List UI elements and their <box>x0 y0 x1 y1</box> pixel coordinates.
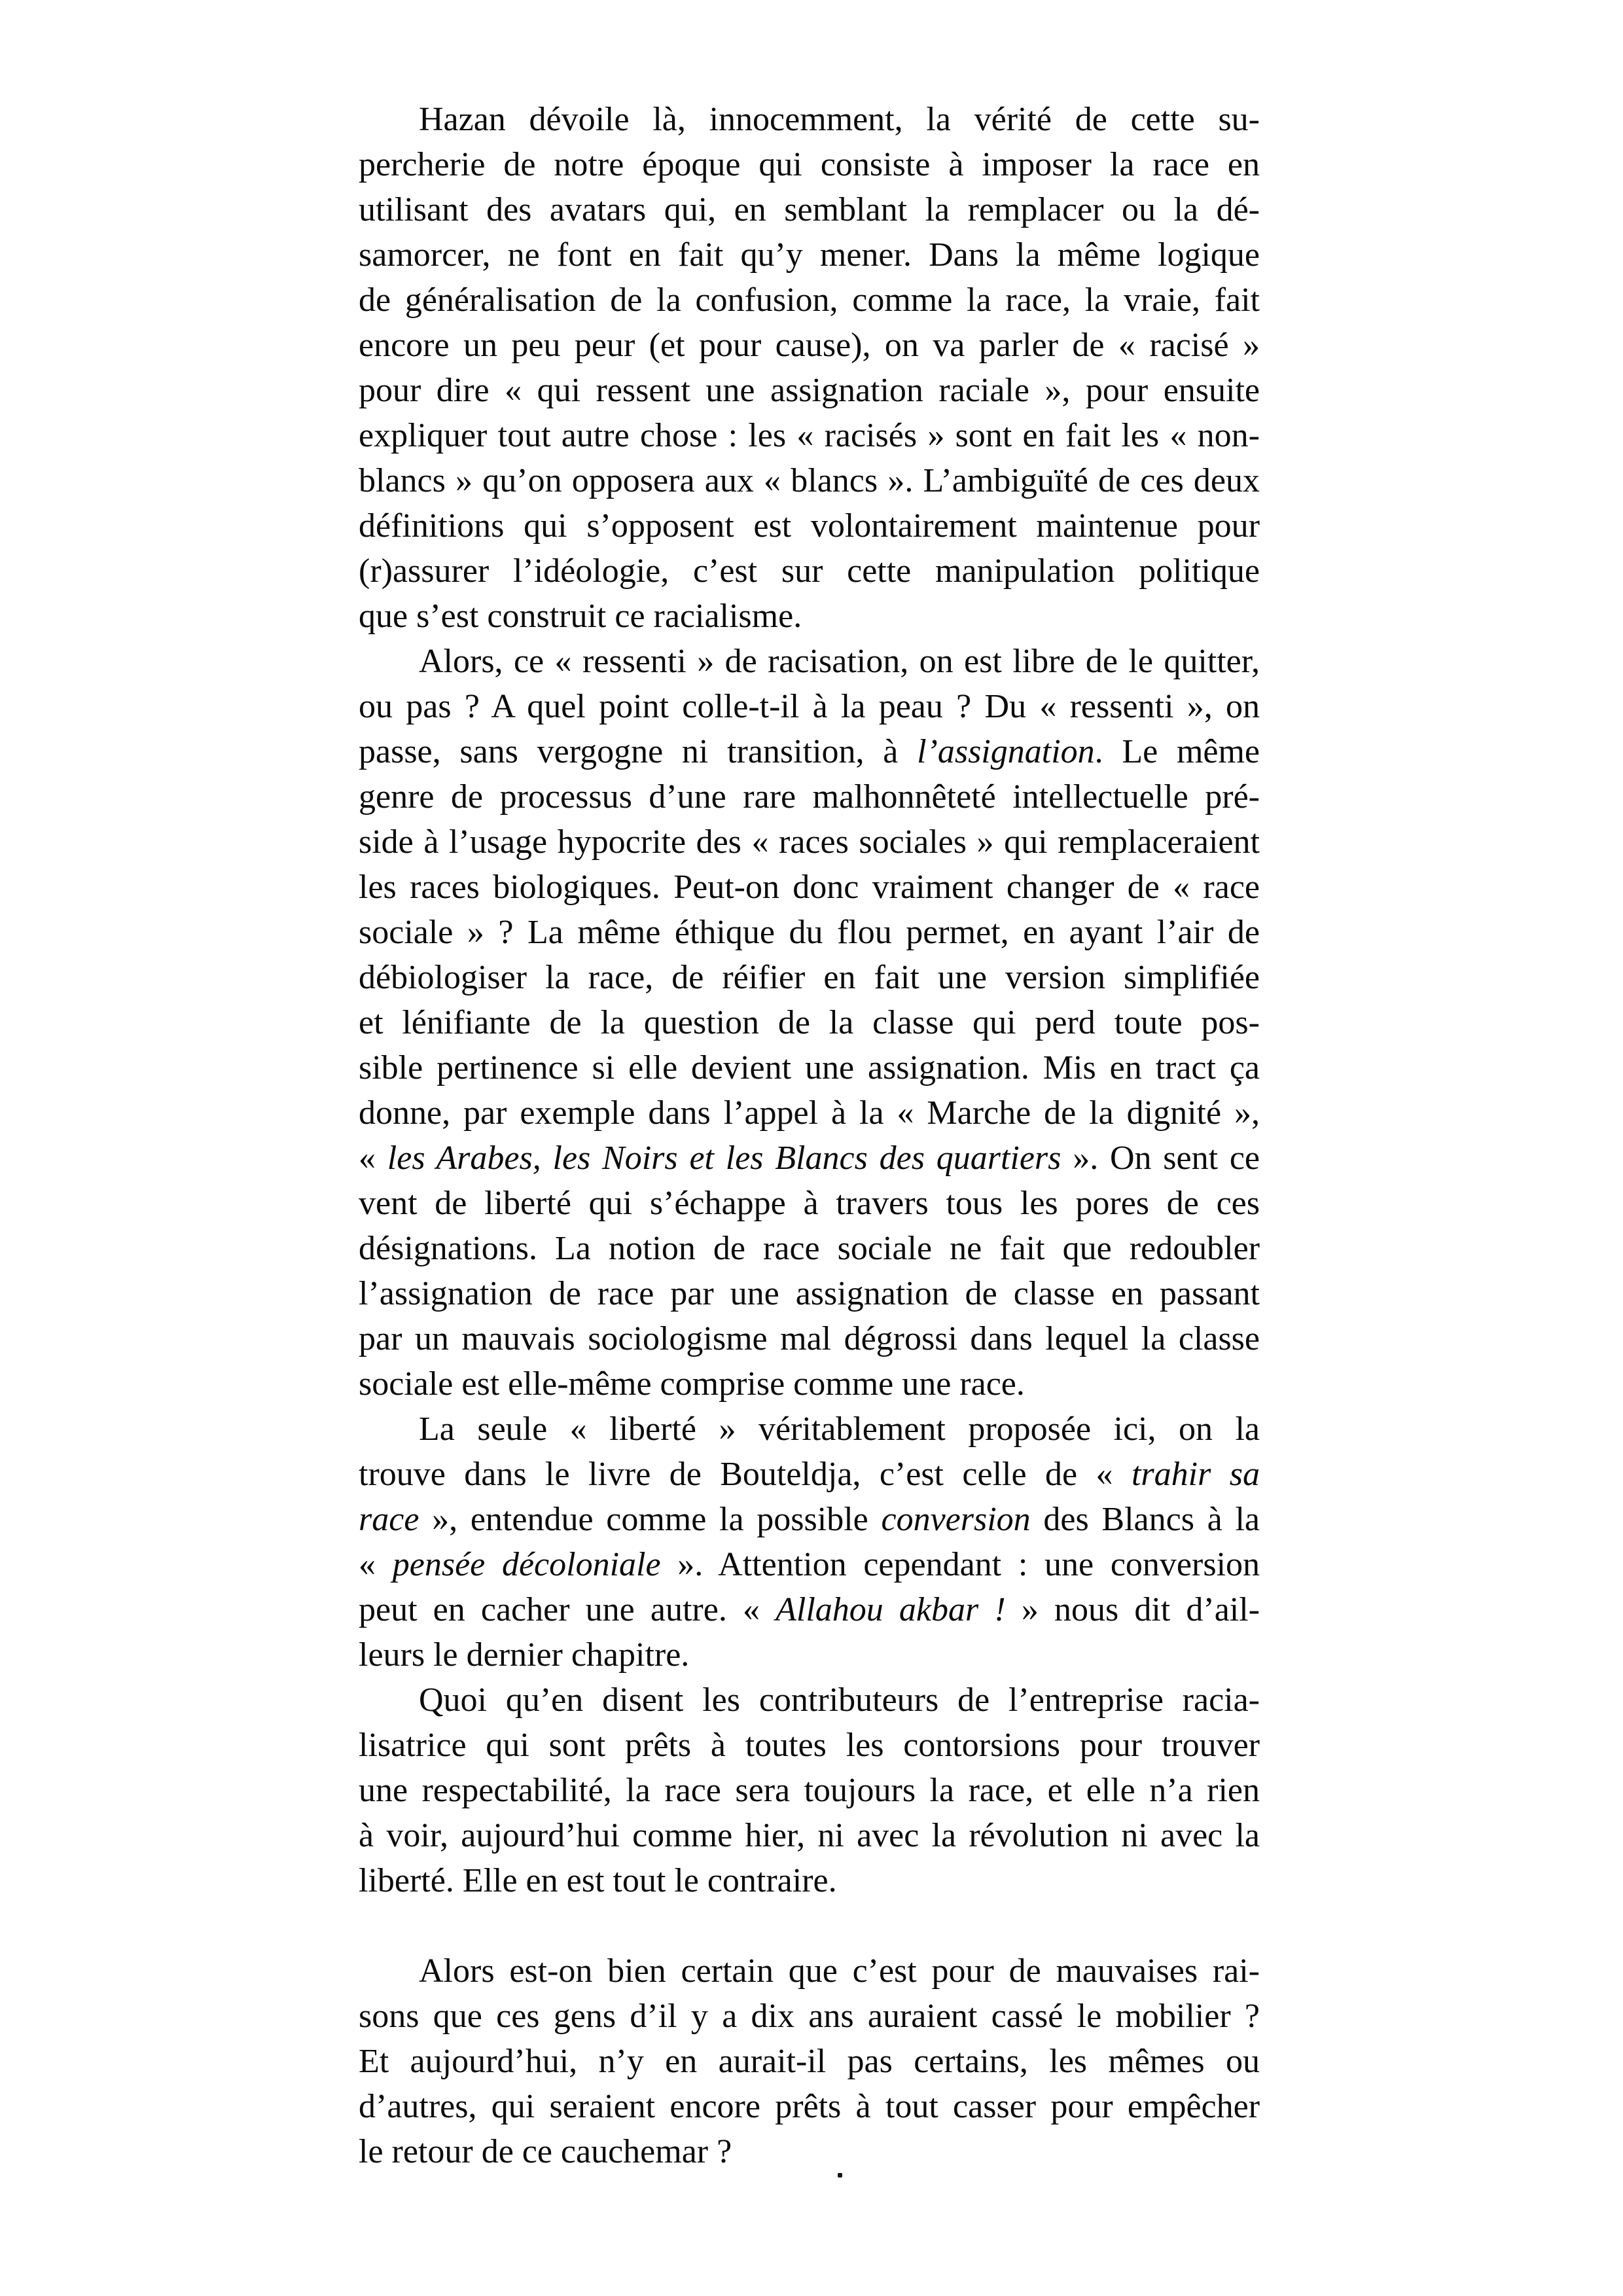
text-segment: blancs » qu’on opposera aux « blancs ». L’ambiguïté de ces deux <box>359 462 1260 499</box>
text-line <box>359 955 1260 1000</box>
text-segment: La seule « liberté » véritablement proposée ici, on la <box>419 1410 1260 1448</box>
text-line <box>359 1361 1260 1407</box>
text-segment: désignations. La notion de race sociale ne fait que redoubler <box>359 1230 1260 1267</box>
text-segment: que s’est construit ce racialisme. <box>359 598 802 635</box>
text-line <box>359 1768 1260 1813</box>
text-segment: trouve dans le livre de Bouteldja, c’est celle de « <box>359 1456 1132 1493</box>
italic-text-segment: Allahou akbar ! <box>776 1591 1006 1628</box>
text-segment: à voir, aujourd’hui comme hier, ni avec la révolution ni avec la <box>359 1817 1260 1854</box>
text-line <box>359 232 1260 278</box>
text-segment: par un mauvais sociologisme mal dégrossi dans lequel la classe <box>359 1320 1260 1357</box>
text-line <box>359 639 1260 684</box>
text-segment: » nous dit d’ail- <box>1005 1591 1260 1628</box>
italic-text-segment: conversion <box>881 1501 1031 1538</box>
text-line <box>359 910 1260 955</box>
text-line <box>359 2129 1260 2174</box>
text-line <box>359 1858 1260 1903</box>
text-line <box>359 865 1260 910</box>
text-line <box>359 1000 1260 1045</box>
text-line <box>359 323 1260 368</box>
text-segment: les races biologiques. Peut-on donc vraiment changer de « race <box>359 869 1260 906</box>
text-line <box>359 1497 1260 1542</box>
text-segment: Et aujourd’hui, n’y en aurait-il pas certains, les mêmes ou <box>359 2043 1260 2080</box>
text-segment: et lénifiante de la question de la classe qui perd toute pos- <box>359 1004 1260 1041</box>
text-segment: l’assignation de race par une assignation de classe en passant <box>359 1275 1260 1312</box>
text-segment: ou pas ? A quel point colle-t-il à la peau ? Du « ressenti », on <box>359 688 1260 725</box>
text-line <box>359 503 1260 548</box>
text-line <box>359 1271 1260 1316</box>
paragraph-2 <box>359 639 1260 1407</box>
text-segment: définitions qui s’opposent est volontairement maintenue pour <box>359 507 1260 545</box>
text-segment: genre de processus d’une rare malhonnêteté intellectuelle pré- <box>359 778 1260 816</box>
text-segment: sible pertinence si elle devient une assignation. Mis en tract ça <box>359 1049 1260 1086</box>
italic-text-segment: trahir sa <box>1131 1456 1260 1493</box>
text-line <box>359 1316 1260 1361</box>
text-segment: samorcer, ne font en fait qu’y mener. Dans la même logique <box>359 236 1260 274</box>
text-line <box>359 684 1260 729</box>
text-segment: sociale » ? La même éthique du flou permet, en ayant l’air de <box>359 914 1260 951</box>
text-segment: le retour de ce cauchemar ? <box>359 2133 732 2170</box>
stray-ink-dot <box>838 2173 842 2178</box>
text-line <box>359 1407 1260 1452</box>
text-segment: Hazan dévoile là, innocemment, la vérité de cette su- <box>419 101 1260 138</box>
text-line <box>359 1632 1260 1677</box>
text-line <box>359 1181 1260 1226</box>
text-line <box>359 594 1260 639</box>
paragraph-1 <box>359 97 1260 639</box>
text-segment: peut en cacher une autre. « <box>359 1591 776 1628</box>
text-segment: vent de liberté qui s’échappe à travers tous les pores de ces <box>359 1185 1260 1222</box>
text-line <box>359 368 1260 413</box>
italic-text-segment: race <box>359 1501 419 1538</box>
text-line <box>359 548 1260 594</box>
text-line <box>359 1542 1260 1587</box>
text-segment: de généralisation de la confusion, comme la race, la vraie, fait <box>359 281 1260 319</box>
text-segment: (r)assurer l’idéologie, c’est sur cette manipulation politique <box>359 552 1260 590</box>
text-line <box>359 1090 1260 1136</box>
italic-text-segment: pensée décoloniale <box>392 1546 661 1583</box>
text-segment: encore un peu peur (et pour cause), on va parler de « racisé » <box>359 327 1260 364</box>
text-segment: « <box>359 1546 393 1583</box>
text-segment: sociale est elle-même comprise comme une race. <box>359 1365 1025 1403</box>
text-line <box>359 458 1260 503</box>
text-line <box>359 187 1260 232</box>
text-line <box>359 142 1260 187</box>
text-line <box>359 1587 1260 1632</box>
paragraph-5 <box>359 1948 1260 2174</box>
page-text-block <box>359 0 1260 2174</box>
text-segment: side à l’usage hypocrite des « races sociales » qui remplaceraient <box>359 823 1260 861</box>
text-segment: Quoi qu’en disent les contributeurs de l’entreprise racia- <box>419 1681 1260 1719</box>
text-line <box>359 1994 1260 2039</box>
text-line <box>359 729 1260 774</box>
text-segment: donne, par exemple dans l’appel à la « Marche de la dignité », <box>359 1094 1260 1132</box>
text-segment: liberté. Elle en est tout le contraire. <box>359 1862 837 1899</box>
italic-text-segment: les Arabes, les Noirs et les Blancs des quartiers <box>387 1139 1061 1177</box>
text-segment: », entendue comme la possible <box>419 1501 882 1538</box>
text-segment: . Le même <box>1094 733 1260 770</box>
text-segment: passe, sans vergogne ni transition, à <box>359 733 918 770</box>
paragraph-3 <box>359 1407 1260 1677</box>
paragraph-4 <box>359 1677 1260 1903</box>
text-line <box>359 819 1260 865</box>
text-line <box>359 2084 1260 2129</box>
text-segment: Alors est-on bien certain que c’est pour de mauvaises rai- <box>419 1952 1260 1990</box>
text-line <box>359 1677 1260 1723</box>
text-segment: « <box>359 1139 387 1177</box>
text-segment: une respectabilité, la race sera toujours la race, et elle n’a rien <box>359 1772 1260 1809</box>
text-segment: d’autres, qui seraient encore prêts à tout casser pour empêcher <box>359 2088 1260 2125</box>
text-line <box>359 1045 1260 1090</box>
text-line <box>359 278 1260 323</box>
text-line <box>359 1723 1260 1768</box>
text-line <box>359 1452 1260 1497</box>
text-line <box>359 1136 1260 1181</box>
text-segment: pour dire « qui ressent une assignation raciale », pour ensuite <box>359 372 1260 409</box>
text-line <box>359 1813 1260 1858</box>
text-line <box>359 774 1260 819</box>
text-line <box>359 413 1260 458</box>
text-segment: ». Attention cependant : une conversion <box>660 1546 1260 1583</box>
text-segment: percherie de notre époque qui consiste à imposer la race en <box>359 146 1260 183</box>
text-segment: Alors, ce « ressenti » de racisation, on est libre de le quitter, <box>419 643 1260 680</box>
text-line <box>359 1948 1260 1994</box>
text-segment: utilisant des avatars qui, en semblant la remplacer ou la dé- <box>359 191 1260 228</box>
italic-text-segment: l’assignation <box>917 733 1095 770</box>
text-line <box>359 2039 1260 2084</box>
text-line <box>359 97 1260 142</box>
text-segment: débiologiser la race, de réifier en fait une version simplifiée <box>359 959 1260 996</box>
text-segment: ». On sent ce <box>1061 1139 1260 1177</box>
text-segment: expliquer tout autre chose : les « racisés » sont en fait les « non- <box>359 417 1260 454</box>
text-segment: leurs le dernier chapitre. <box>359 1636 690 1674</box>
text-segment: lisatrice qui sont prêts à toutes les contorsions pour trouver <box>359 1727 1260 1764</box>
text-segment: sons que ces gens d’il y a dix ans auraient cassé le mobilier ? <box>359 1998 1260 2035</box>
text-segment: des Blancs à la <box>1030 1501 1260 1538</box>
text-line <box>359 1226 1260 1271</box>
